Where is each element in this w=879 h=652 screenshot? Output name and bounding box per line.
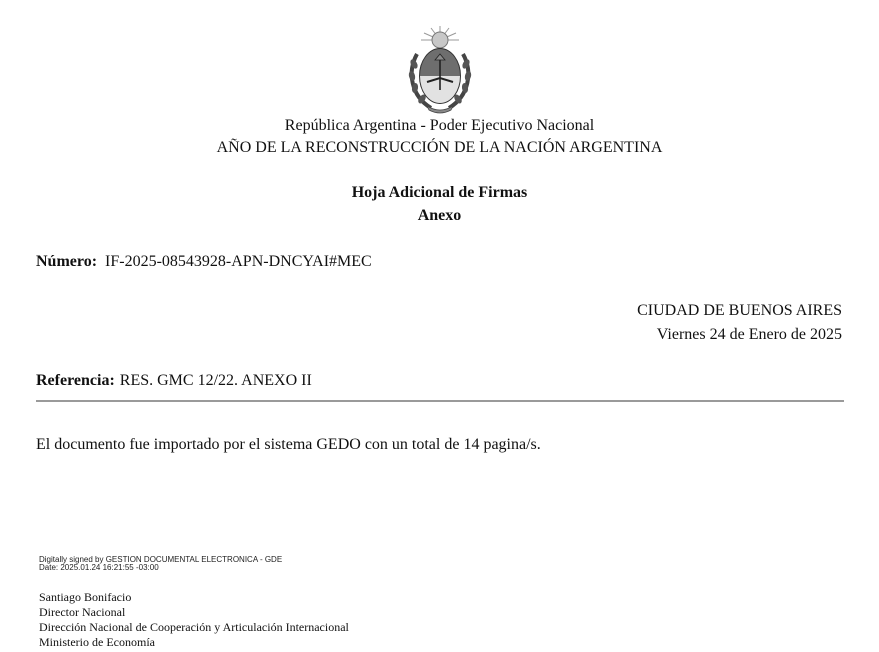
- signer-block: [39, 590, 349, 650]
- location-city: CIUDAD DE BUENOS AIRES: [637, 302, 842, 319]
- signer-name: Santiago Bonifacio: [39, 590, 132, 604]
- document-subtitle: Anexo: [417, 207, 462, 224]
- signer-office: Dirección Nacional de Cooperación y Articulación Internacional: [39, 620, 349, 634]
- body-text: El documento fue importado por el sistema GEDO con un total de 14 pagina/s.: [36, 436, 541, 453]
- signer-ministry: Ministerio de Economía: [39, 635, 155, 649]
- digital-signature-date: Date: 2025.01.24 16:21:55 -03:00: [39, 563, 159, 572]
- header-year-motto: AÑO DE LA RECONSTRUCCIÓN DE LA NACIÓN ARGENTINA: [216, 139, 663, 156]
- divider: [36, 400, 844, 402]
- document-title: Hoja Adicional de Firmas: [351, 184, 528, 201]
- document-number-label: Número:: [36, 253, 98, 270]
- reference-value: RES. GMC 12/22. ANEXO II: [119, 372, 312, 389]
- reference: [36, 372, 312, 390]
- document-number: [36, 253, 372, 271]
- digital-signature-stamp: [39, 556, 282, 572]
- header-republica: República Argentina - Poder Ejecutivo Nacional: [284, 117, 595, 134]
- document-number-value: IF-2025-08543928-APN-DNCYAI#MEC: [105, 253, 372, 270]
- digital-signature-signer: Digitally signed by GESTION DOCUMENTAL ELECTRONICA - GDE: [39, 555, 283, 564]
- coat-of-arms-icon: [405, 24, 475, 116]
- signer-position: Director Nacional: [39, 605, 126, 619]
- reference-label: Referencia:: [36, 372, 115, 389]
- document-date: Viernes 24 de Enero de 2025: [656, 326, 842, 343]
